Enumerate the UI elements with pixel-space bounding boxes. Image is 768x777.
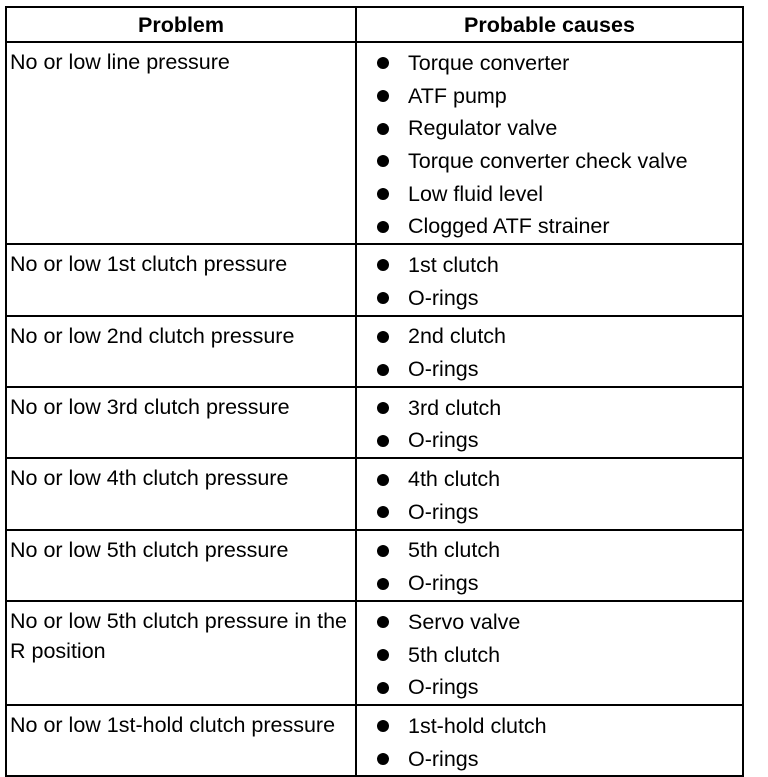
bullet-icon [377,123,389,135]
causes-cell [357,531,742,600]
causes-cell [357,43,742,243]
bullet-icon [377,753,389,765]
cause-item [377,463,742,496]
problem-cell: No or low 4th clutch pressure [7,459,357,528]
cause-item [377,496,742,529]
cause-text: 3rd clutch [408,395,502,420]
cause-item [377,178,742,211]
cause-item [377,567,742,600]
bullet-icon [377,331,389,343]
cause-text: ATF pump [408,83,507,108]
cause-item [377,606,742,639]
cause-item [377,282,742,315]
cause-item [377,425,742,458]
causes-cell [357,245,742,314]
cause-text: Clogged ATF strainer [408,214,610,239]
cause-item [377,353,742,386]
cause-item [377,535,742,568]
problem-cell: No or low 3rd clutch pressure [7,388,357,457]
bullet-icon [377,292,389,304]
cause-text: O-rings [408,746,479,771]
cause-item [377,210,742,243]
table-row [7,459,742,530]
bullet-icon [377,616,389,628]
bullet-icon [377,682,389,694]
table-header-row [7,8,742,43]
cause-text: 1st-hold clutch [408,713,547,738]
cause-text: 2nd clutch [408,324,507,349]
bullet-icon [377,221,389,233]
bullet-icon [377,578,389,590]
bullet-icon [377,259,389,271]
problem-cell: No or low 2nd clutch pressure [7,317,357,386]
table-row [7,706,742,775]
bullet-icon [377,435,389,447]
causes-cell [357,317,742,386]
table-row [7,531,742,602]
table-row [7,388,742,459]
cause-item [377,639,742,672]
cause-item [377,249,742,282]
cause-text: O-rings [408,571,479,596]
causes-cell [357,602,742,704]
cause-item [377,145,742,178]
cause-item [377,743,742,776]
cause-text: O-rings [408,675,479,700]
cause-text: O-rings [408,285,479,310]
cause-text: Low fluid level [408,181,544,206]
cause-item [377,710,742,743]
cause-item [377,392,742,425]
cause-text: Regulator valve [408,116,558,141]
cause-text: O-rings [408,357,479,382]
causes-cell [357,388,742,457]
cause-text: 4th clutch [408,467,501,492]
cause-item [377,112,742,145]
bullet-icon [377,155,389,167]
cause-text: Torque converter [408,50,570,75]
cause-text: Torque converter check valve [408,148,688,173]
table-row [7,602,742,706]
bullet-icon [377,90,389,102]
bullet-icon [377,720,389,732]
cause-item [377,671,742,704]
table-row [7,317,742,388]
table-row [7,43,742,245]
problem-cell: No or low 1st-hold clutch pressure [7,706,357,775]
bullet-icon [377,545,389,557]
cause-text: O-rings [408,428,479,453]
bullet-icon [377,474,389,486]
bullet-icon [377,188,389,200]
problem-cell: No or low 1st clutch pressure [7,245,357,314]
causes-cell [357,706,742,775]
cause-text: 5th clutch [408,642,501,667]
troubleshooting-table [5,6,744,777]
cause-text: Servo valve [408,609,521,634]
bullet-icon [377,57,389,69]
bullet-icon [377,402,389,414]
problem-column-header: Problem [7,8,357,41]
causes-cell [357,459,742,528]
bullet-icon [377,506,389,518]
problem-cell: No or low 5th clutch pressure in the R position [7,602,357,704]
problem-cell: No or low 5th clutch pressure [7,531,357,600]
cause-item [377,80,742,113]
cause-item [377,321,742,354]
causes-column-header: Probable causes [464,13,635,37]
table-row [7,245,742,316]
problem-cell: No or low line pressure [7,43,357,243]
cause-text: O-rings [408,499,479,524]
cause-text: 1st clutch [408,252,499,277]
cause-item [377,47,742,80]
bullet-icon [377,364,389,376]
cause-text: 5th clutch [408,538,501,563]
bullet-icon [377,649,389,661]
